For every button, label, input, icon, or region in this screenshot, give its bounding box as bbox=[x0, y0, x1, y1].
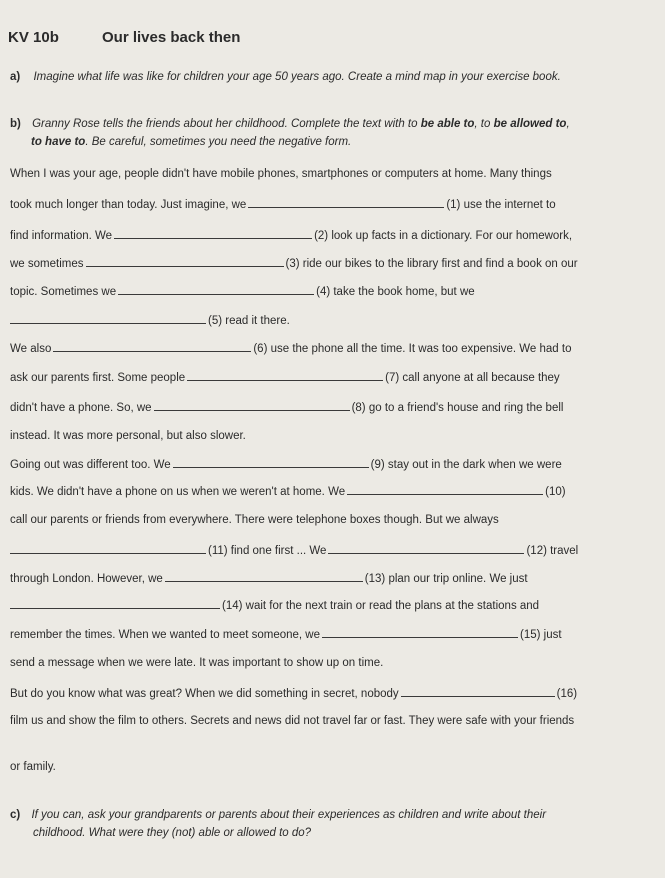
text-line-13: call our parents or friends from everywhere. There were telephone boxes though. But we always bbox=[10, 514, 499, 526]
text-line-7: We also (6) use the phone all the time. It was too expensive. We had to bbox=[10, 343, 572, 355]
blank-8[interactable] bbox=[154, 400, 350, 411]
task-b-instruction: Granny Rose tells the friends about her childhood. Complete the text with to be able to, to be allowed to, bbox=[32, 118, 570, 130]
blank-13[interactable] bbox=[165, 571, 363, 582]
task-c bbox=[10, 808, 546, 822]
blank-3[interactable] bbox=[86, 256, 284, 267]
task-a bbox=[10, 70, 561, 84]
task-b-letter: b) bbox=[10, 118, 21, 130]
blank-11[interactable] bbox=[10, 543, 206, 554]
text-line-8: ask our parents first. Some people (7) call anyone at all because they bbox=[10, 372, 560, 384]
text-line-11: Going out was different too. We (9) stay out in the dark when we were bbox=[10, 459, 562, 471]
blank-4[interactable] bbox=[118, 284, 314, 295]
text-line-3: find information. We (2) look up facts in a dictionary. For our homework, bbox=[10, 230, 573, 242]
task-a-text: Imagine what life was like for children your age 50 years ago. Create a mind map in your exercise book. bbox=[33, 71, 561, 83]
task-b bbox=[10, 117, 570, 131]
blank-16[interactable] bbox=[401, 686, 555, 697]
blank-7[interactable] bbox=[187, 370, 383, 381]
blank-10[interactable] bbox=[347, 484, 543, 495]
text-line-18: send a message when we were late. It was important to show up on time. bbox=[10, 657, 384, 669]
blank-9[interactable] bbox=[173, 457, 369, 468]
blank-6[interactable] bbox=[53, 341, 251, 352]
text-line-15: through London. However, we (13) plan our trip online. We just bbox=[10, 573, 528, 585]
text-line-16: (14) wait for the next train or read the plans at the stations and bbox=[10, 598, 539, 613]
blank-5[interactable] bbox=[10, 313, 206, 324]
task-c-text-line1: If you can, ask your grandparents or parents about their experiences as children and write about their bbox=[31, 809, 547, 821]
blank-2[interactable] bbox=[114, 228, 312, 239]
blank-14[interactable] bbox=[10, 598, 220, 609]
text-line-12: kids. We didn't have a phone on us when we weren't at home. We (10) bbox=[10, 486, 566, 498]
text-line-2: took much longer than today. Just imagine, we (1) use the internet to bbox=[10, 199, 556, 211]
text-line-1: When I was your age, people didn't have mobile phones, smartphones or computers at home. Many things bbox=[10, 168, 552, 180]
text-line-17: remember the times. When we wanted to meet someone, we (15) just bbox=[10, 629, 562, 641]
blank-15[interactable] bbox=[322, 627, 518, 638]
task-c-letter: c) bbox=[10, 809, 21, 821]
text-line-5: topic. Sometimes we (4) take the book home, but we bbox=[10, 286, 475, 298]
text-line-6: (5) read it there. bbox=[10, 313, 290, 328]
task-c-text-line2: childhood. What were they (not) able or allowed to do? bbox=[33, 827, 312, 839]
text-line-9: didn't have a phone. So, we (8) go to a friend's house and ring the bell bbox=[10, 402, 564, 414]
worksheet-title: Our lives back then bbox=[102, 29, 241, 46]
blank-1[interactable] bbox=[248, 197, 444, 208]
blank-12[interactable] bbox=[328, 543, 524, 554]
worksheet-code: KV 10b bbox=[8, 29, 59, 46]
task-a-letter: a) bbox=[10, 71, 21, 83]
text-line-20: film us and show the film to others. Secrets and news did not travel far or fast. They were safe with your friends bbox=[10, 715, 575, 727]
text-line-10: instead. It was more personal, but also slower. bbox=[10, 430, 246, 442]
text-line-21: or family. bbox=[10, 761, 56, 773]
text-line-14: (11) find one first ... We (12) travel bbox=[10, 543, 578, 558]
text-line-4: we sometimes (3) ride our bikes to the library first and find a book on our bbox=[10, 258, 578, 270]
task-b-instruction-line2: to have to. Be careful, sometimes you need the negative form. bbox=[31, 136, 352, 148]
text-line-19: But do you know what was great? When we did something in secret, nobody (16) bbox=[10, 688, 578, 700]
